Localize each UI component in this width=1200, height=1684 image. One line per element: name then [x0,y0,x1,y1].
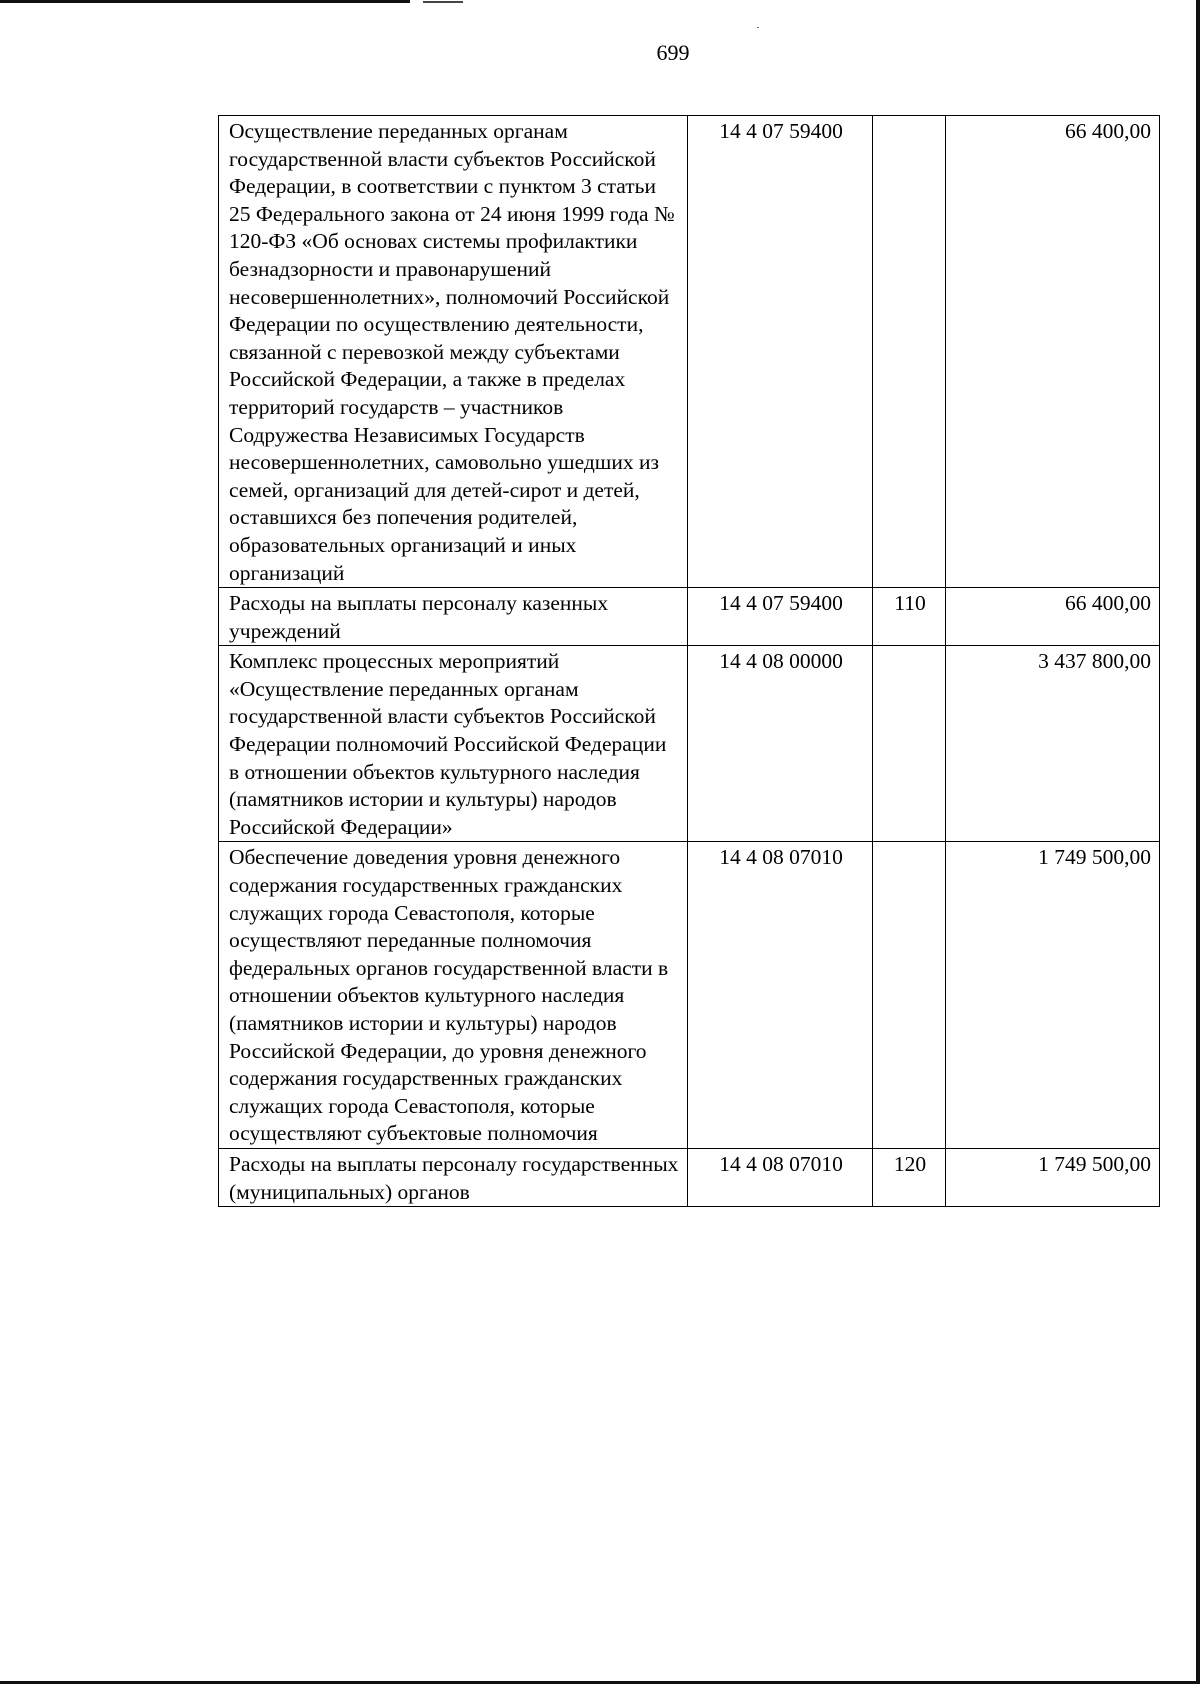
scan-speck [757,27,759,28]
page-number: 699 [656,40,690,65]
row-code: 14 4 08 07010 [688,1148,873,1206]
row-expense-type: 120 [873,1148,946,1206]
row-name: Расходы на выплаты персоналу казенных учреждений [219,588,688,646]
table-row [219,116,1160,588]
row-name: Обеспечение доведения уровня денежного содержания государственных гражданских служащих города Севастополя, которые осуществляют переданные полномочия федеральных органов государственной власти в отношении объектов культурного наследия (памятников истории и культуры) народов Российской Федерации, до уровня денежного содержания государственных гражданских служащих города Севастополя, которые осуществляют субъектовые полномочия [219,842,688,1149]
row-amount: 1 749 500,00 [946,1148,1160,1206]
scan-edge-top-fragment [423,1,463,3]
table-row [219,588,1160,646]
row-code: 14 4 08 00000 [688,646,873,842]
row-code: 14 4 07 59400 [688,116,873,588]
table-row [219,842,1160,1149]
row-name: Расходы на выплаты персоналу государственных (муниципальных) органов [219,1148,688,1206]
row-code: 14 4 08 07010 [688,842,873,1149]
table-row [219,646,1160,842]
row-expense-type [873,646,946,842]
row-expense-type [873,842,946,1149]
row-code: 14 4 07 59400 [688,588,873,646]
row-amount: 66 400,00 [946,588,1160,646]
row-expense-type [873,116,946,588]
row-name: Комплекс процессных мероприятий «Осуществление переданных органам государственной власти субъектов Российской Федерации полномочий Российской Федерации в отношении объектов культурного наследия (памятников истории и культуры) народов Российской Федерации» [219,646,688,842]
row-amount: 3 437 800,00 [946,646,1160,842]
table-row [219,1148,1160,1206]
row-amount: 1 749 500,00 [946,842,1160,1149]
scan-edge-right [1196,0,1200,1684]
budget-table [218,115,1160,1207]
row-name: Осуществление переданных органам государственной власти субъектов Российской Федерации, в соответствии с пунктом 3 статьи 25 Федерального закона от 24 июня 1999 года № 120-ФЗ «Об основах системы профилактики безнадзорности и правонарушений несовершеннолетних», полномочий Российской Федерации по осуществлению деятельности, связанной с перевозкой между субъектами Российской Федерации, а также в пределах территорий государств – участников Содружества Независимых Государств несовершеннолетних, самовольно ушедших из семей, организаций для детей-сирот и детей, оставшихся без попечения родителей, образовательных организаций и иных организаций [219,116,688,588]
row-amount: 66 400,00 [946,116,1160,588]
scan-edge-top [0,0,410,3]
row-expense-type: 110 [873,588,946,646]
